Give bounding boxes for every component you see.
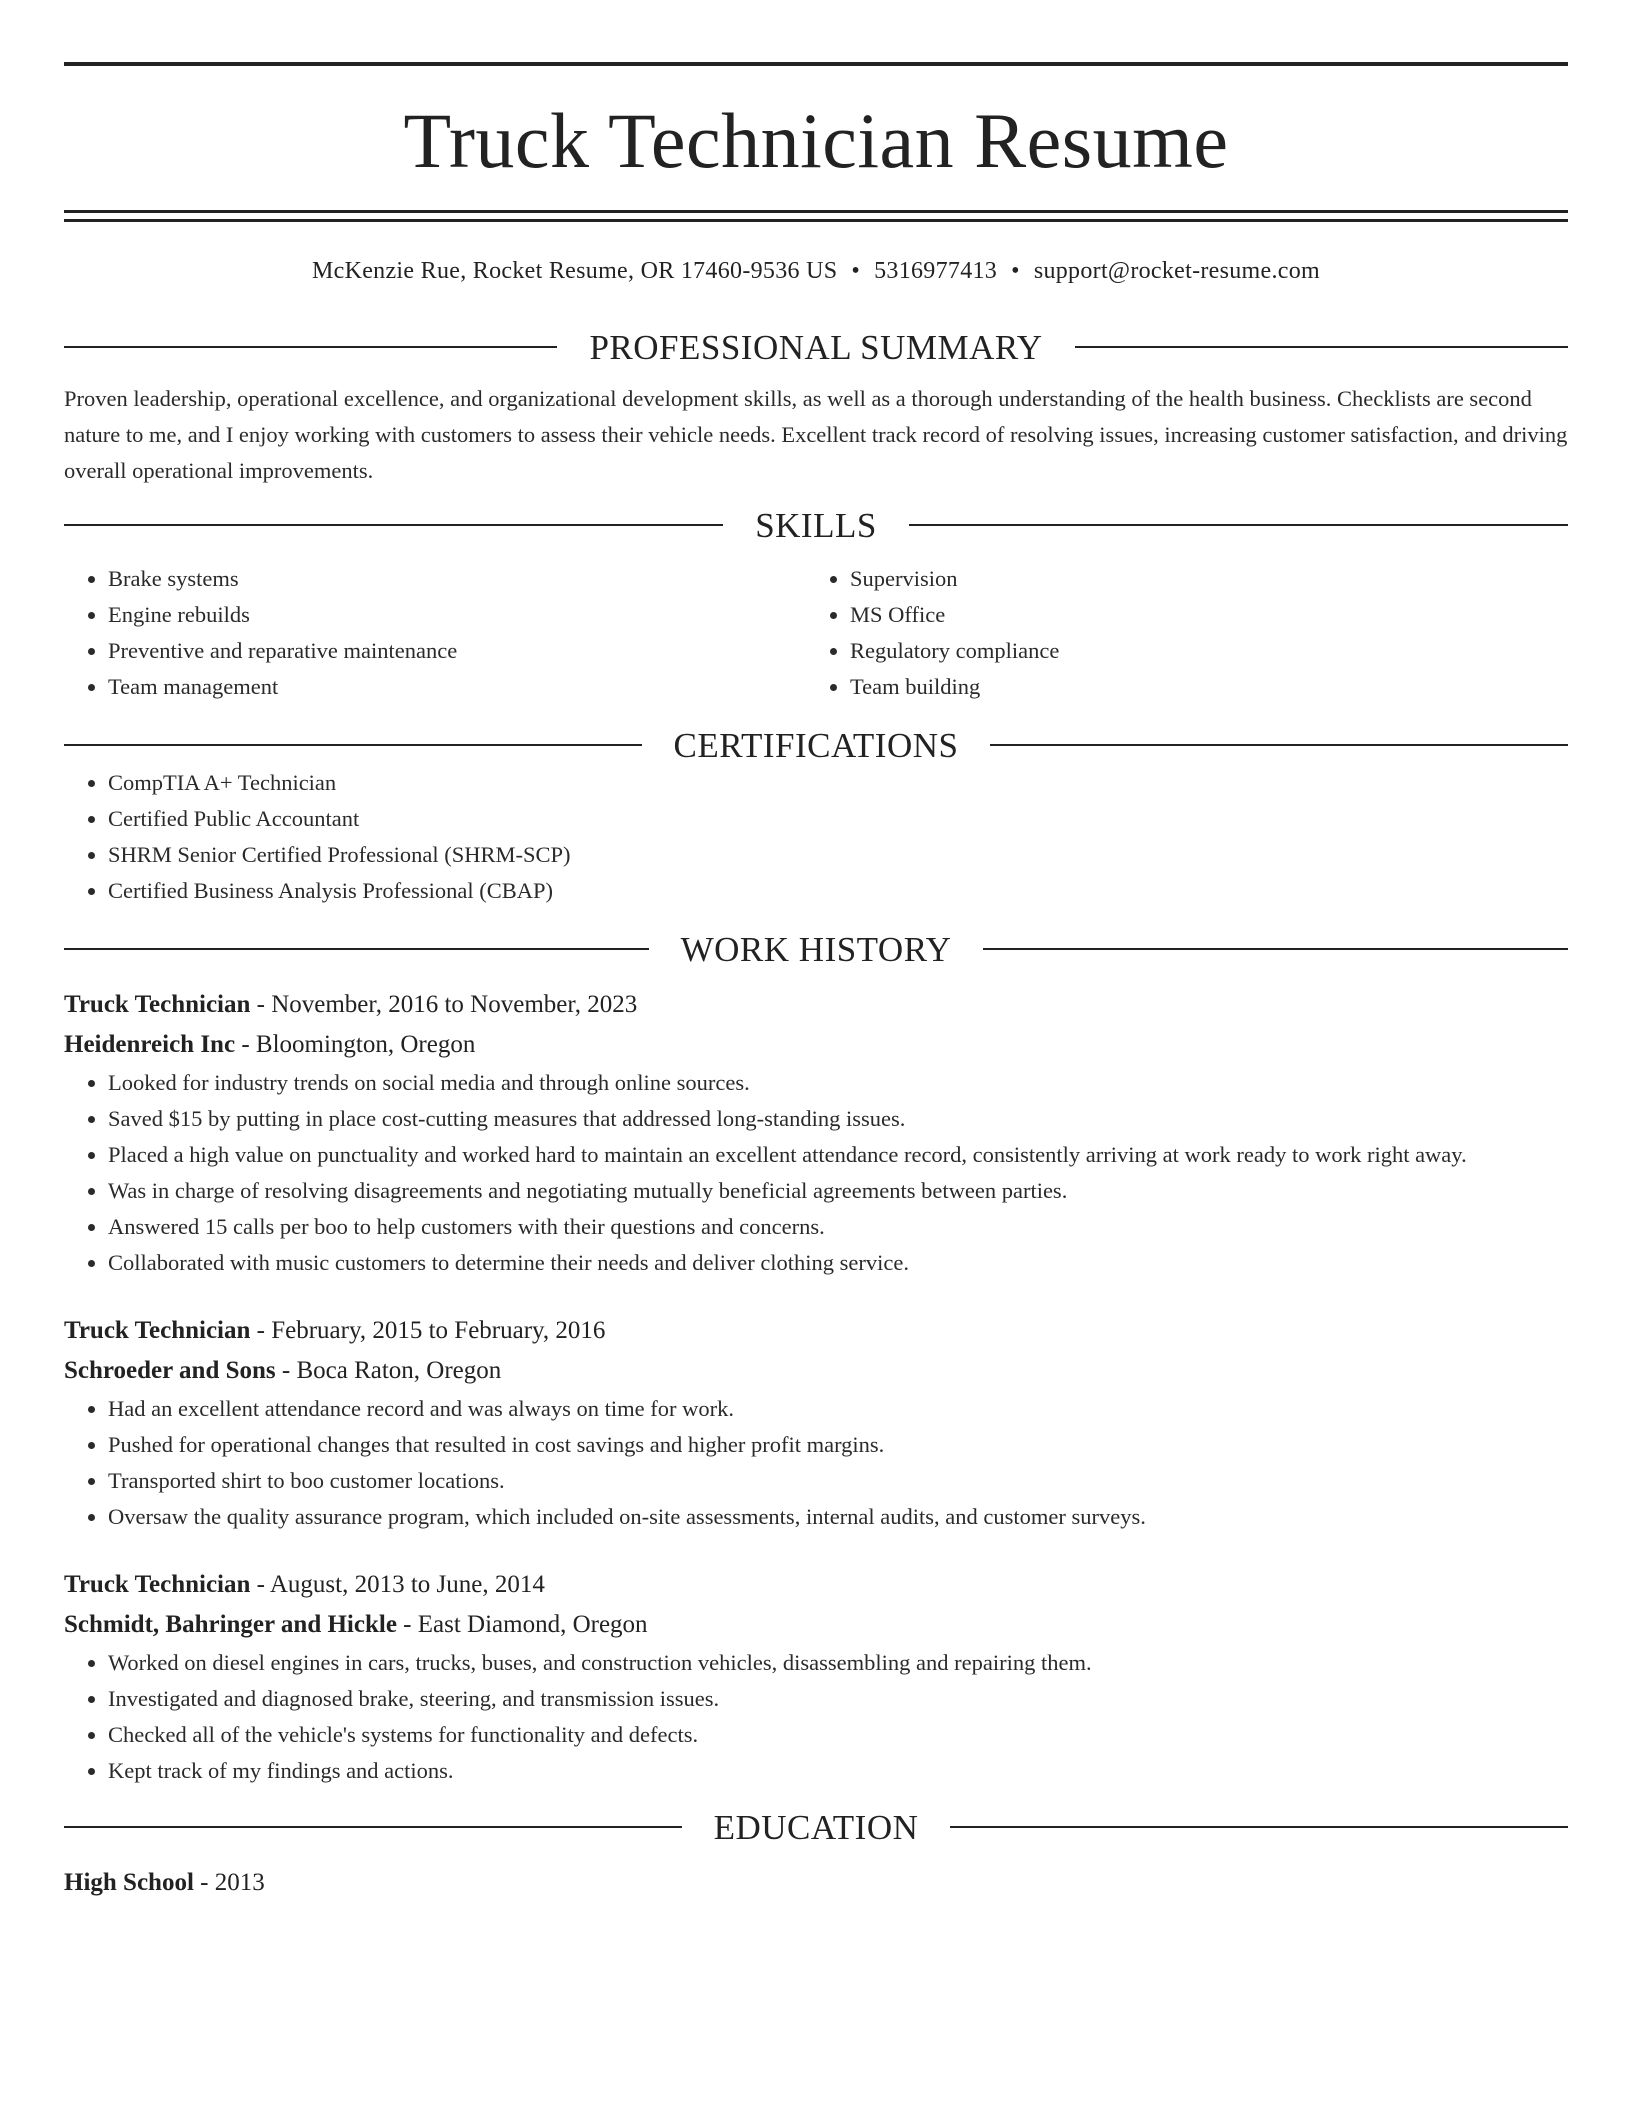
job-location: - East Diamond, Oregon [396, 1611, 648, 1638]
job-company: Heidenreich Inc [64, 1031, 236, 1058]
job-bullet: • Transported shirt to boo customer locations. [108, 1463, 1568, 1499]
summary-text: Proven leadership, operational excellence, and organizational development skills, as well as a thorough understanding of the health business. Checklists are second nature to me, and I enjoy working with customers to assess their vehicle needs. Excellent track record of resolving issues, increasing customer satisfaction, and driving overall operational improvements. [64, 386, 1568, 483]
job-bullet: • Collaborated with music customers to determine their needs and deliver clothing service. [108, 1245, 1568, 1281]
job-title: Truck Technician [64, 991, 251, 1018]
education-section-title: EDUCATION [713, 1807, 919, 1847]
work-section-header [64, 929, 1568, 969]
job-company: Schmidt, Bahringer and Hickle [64, 1611, 397, 1638]
job-dates: - November, 2016 to November, 2023 [250, 991, 638, 1018]
title-double-rule [64, 210, 1568, 222]
skill-item: • Regulatory compliance [850, 633, 1548, 669]
resume-page [64, 0, 1568, 1903]
work-section-title: WORK HISTORY [680, 929, 952, 969]
top-rule [64, 62, 1568, 66]
job-bullet: • Was in charge of resolving disagreements and negotiating mutually beneficial agreements between parties. [108, 1173, 1568, 1209]
contact-separator: • [1011, 258, 1020, 284]
job-entry [64, 1311, 1568, 1535]
skill-item: • Team building [850, 669, 1548, 705]
certification-item: • SHRM Senior Certified Professional (SHRM-SCP) [108, 837, 1568, 873]
contact-separator: • [851, 258, 861, 284]
certifications-list [64, 765, 1568, 909]
resume-title: Truck Technician Resume [403, 97, 1229, 184]
job-bullet: • Looked for industry trends on social media and through online sources. [108, 1065, 1568, 1101]
job-entry [64, 1565, 1568, 1789]
skill-item: • Engine rebuilds [108, 597, 806, 633]
certifications-section-header [64, 725, 1568, 765]
job-bullet: • Investigated and diagnosed brake, steering, and transmission issues. [108, 1681, 1568, 1717]
job-location: - Bloomington, Oregon [235, 1031, 476, 1058]
job-bullet: • Answered 15 calls per boo to help customers with their questions and concerns. [108, 1209, 1568, 1245]
job-dates: - August, 2013 to June, 2014 [250, 1571, 545, 1598]
education-section-header [64, 1807, 1568, 1847]
certification-item: • CompTIA A+ Technician [108, 765, 1568, 801]
contact-phone: 5316977413 [874, 258, 998, 284]
skill-item: • Brake systems [108, 561, 806, 597]
job-bullet: • Saved $15 by putting in place cost-cutting measures that addressed long-standing issues. [108, 1101, 1568, 1137]
education-year: - 2013 [193, 1869, 265, 1896]
skill-item: • Preventive and reparative maintenance [108, 633, 806, 669]
skill-item: • MS Office [850, 597, 1548, 633]
job-bullet: • Had an excellent attendance record and was always on time for work. [108, 1391, 1568, 1427]
job-bullet: • Kept track of my findings and actions. [108, 1753, 1568, 1789]
skills-section-title: SKILLS [755, 505, 877, 545]
job-bullet: • Pushed for operational changes that resulted in cost savings and higher profit margins. [108, 1427, 1568, 1463]
job-location: - Boca Raton, Oregon [275, 1357, 502, 1384]
summary-section-header [64, 327, 1568, 367]
education-entry [64, 1863, 1568, 1903]
certifications-section-title: CERTIFICATIONS [673, 725, 959, 765]
skills-section-header [64, 505, 1568, 545]
job-bullet: • Worked on diesel engines in cars, trucks, buses, and construction vehicles, disassembling and repairing them. [108, 1645, 1568, 1681]
contact-email: support@rocket-resume.com [1033, 258, 1320, 284]
skill-item: • Team management [108, 669, 806, 705]
certification-item: • Certified Business Analysis Professional (CBAP) [108, 873, 1568, 909]
job-title: Truck Technician [64, 1571, 251, 1598]
job-title: Truck Technician [64, 1317, 251, 1344]
job-bullet: • Checked all of the vehicle's systems for functionality and defects. [108, 1717, 1568, 1753]
education-degree: High School [64, 1869, 194, 1896]
skill-item: • Supervision [850, 561, 1548, 597]
contact-address: McKenzie Rue, Rocket Resume, OR 17460-9536 US [311, 258, 838, 284]
summary-section-title: PROFESSIONAL SUMMARY [589, 327, 1043, 367]
job-company: Schroeder and Sons [64, 1357, 276, 1384]
job-bullet: • Placed a high value on punctuality and worked hard to maintain an excellent attendance record, consistently arriving at work ready to work right away. [108, 1137, 1568, 1173]
certification-item: • Certified Public Accountant [108, 801, 1568, 837]
contact-line [64, 258, 1568, 285]
skills-list [64, 561, 1568, 705]
job-bullet: • Oversaw the quality assurance program, which included on-site assessments, internal audits, and customer surveys. [108, 1499, 1568, 1535]
job-dates: - February, 2015 to February, 2016 [250, 1317, 606, 1344]
job-entry [64, 985, 1568, 1281]
